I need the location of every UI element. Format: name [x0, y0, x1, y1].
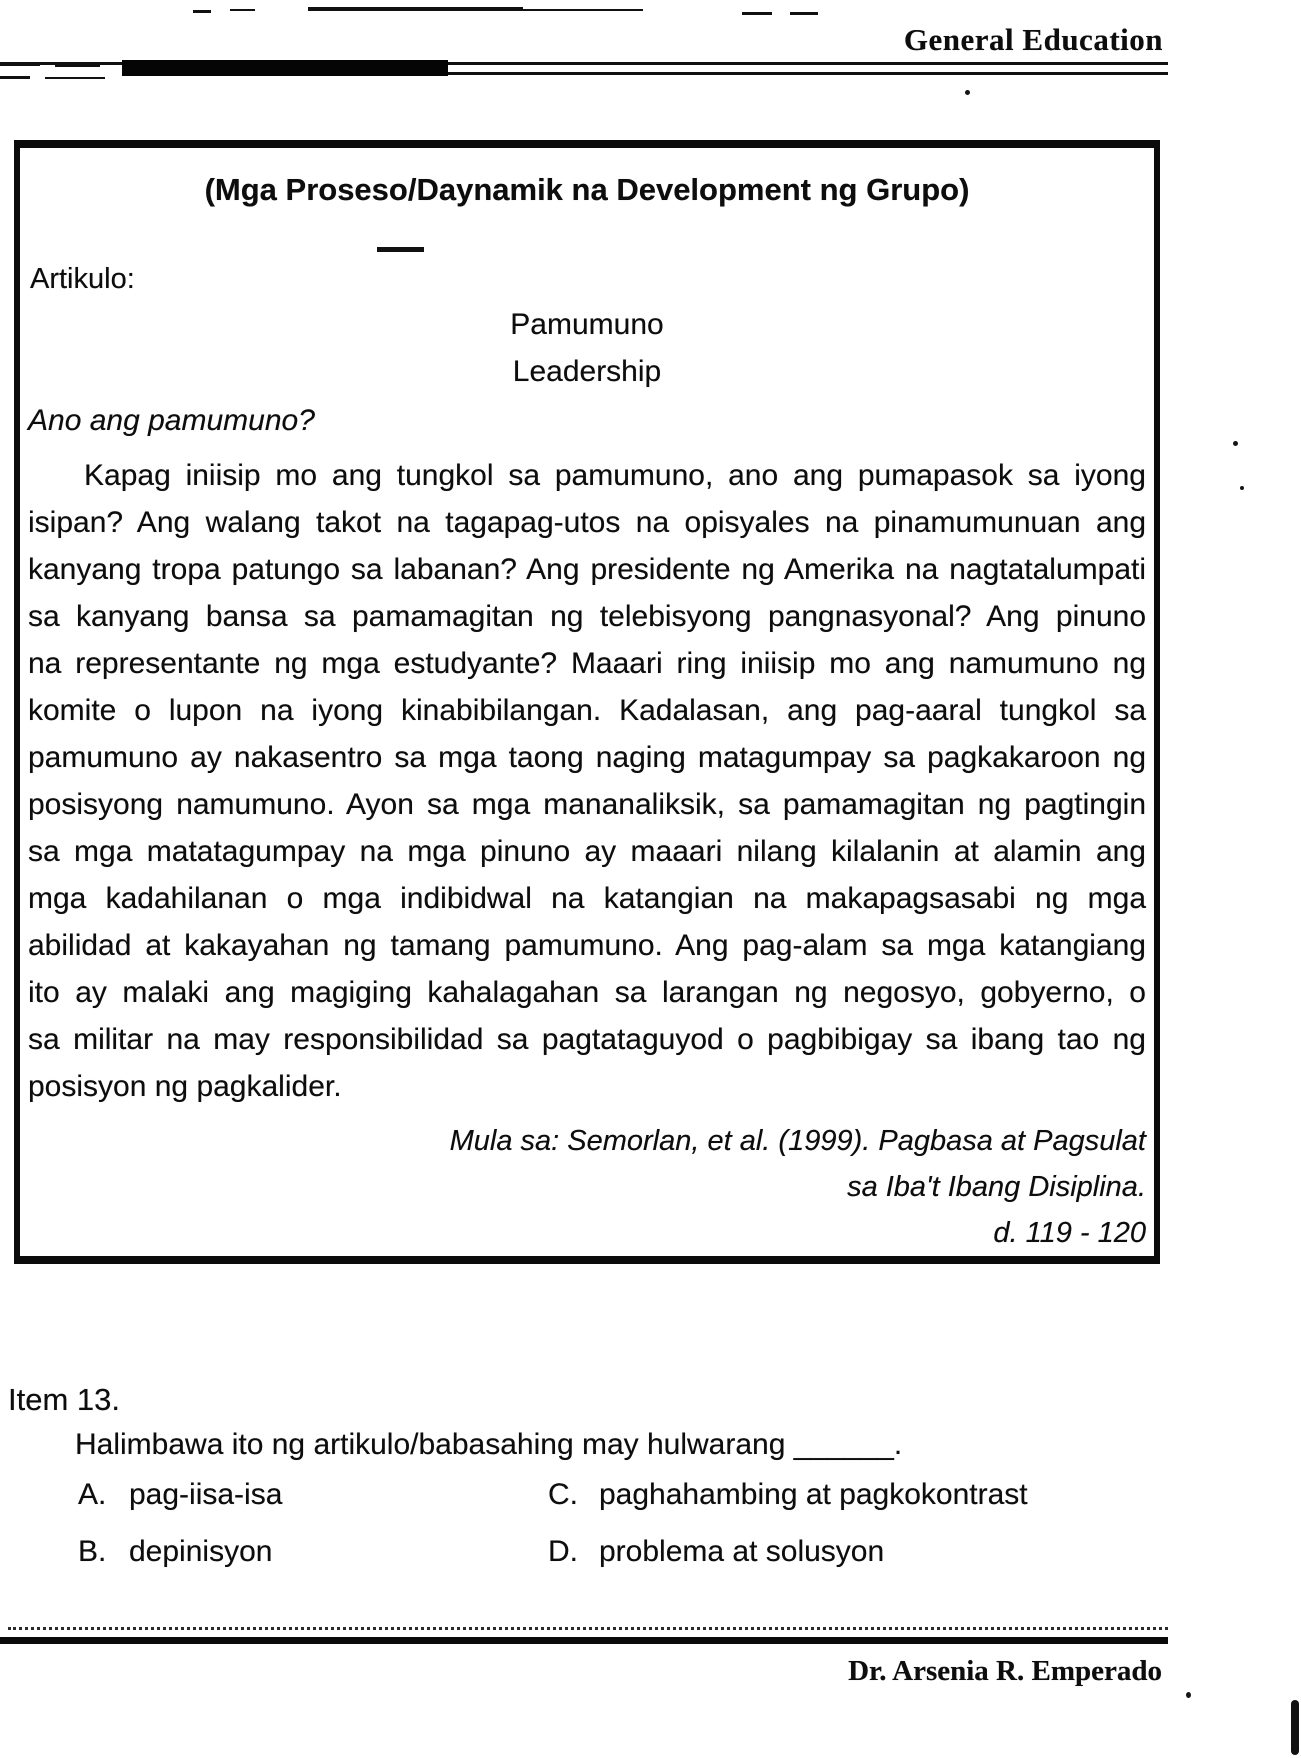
- scan-artifact: [0, 76, 30, 79]
- option-a: [78, 1478, 282, 1512]
- option-c: [548, 1478, 1028, 1512]
- text-line: posisyong namumuno. Ayon sa mga mananaliksik, sa pamamagitan ng pagtingin: [28, 788, 1146, 821]
- footer-rule-dotted: [8, 1627, 1168, 1630]
- scan-artifact: [230, 9, 255, 11]
- scan-speck: [1186, 1692, 1191, 1698]
- option-c-text: paghahambing at pagkokontrast: [599, 1478, 1028, 1511]
- text-line: sa militar na may responsibilidad sa pagtataguyod o pagbibigay sa ibang tao ng: [28, 1023, 1146, 1056]
- scan-speck: [1233, 441, 1238, 446]
- article-citation: [246, 1118, 1146, 1256]
- option-d-text: problema at solusyon: [599, 1535, 885, 1568]
- scan-artifact: [790, 12, 818, 15]
- page-footer-author: Dr. Arsenia R. Emperado: [848, 1655, 1162, 1687]
- passage-heading: (Mga Proseso/Daynamik na Development ng Grupo): [204, 172, 970, 207]
- option-d-letter: D.: [548, 1535, 578, 1568]
- article-passage-box: [14, 140, 1160, 1264]
- option-a-letter: A.: [78, 1478, 107, 1511]
- scan-speck: [1240, 486, 1244, 490]
- article-subheading: Ano ang pamumuno?: [28, 404, 315, 437]
- text-line: posisyon ng pagkalider.: [28, 1070, 342, 1103]
- footer-rule: [0, 1637, 1168, 1644]
- text-line: na representante ng mga estudyante? Maaari ring iniisip mo ang namumuno ng: [28, 647, 1146, 680]
- option-a-text: pag-iisa-isa: [129, 1478, 283, 1511]
- article-title-filipino: Pamumuno: [510, 308, 664, 341]
- text-line: kanyang tropa patungo sa labanan? Ang presidente ng Amerika na nagtatalumpati: [28, 553, 1146, 586]
- item-number-label: Item 13.: [8, 1382, 120, 1417]
- option-c-letter: C.: [548, 1478, 578, 1511]
- text-line: ito ay malaki ang magiging kahalagahan sa larangan ng negosyo, gobyerno, o: [28, 976, 1146, 1009]
- scan-artifact: [0, 63, 40, 66]
- scan-artifact-edge: [1291, 1700, 1299, 1755]
- header-rule-thick-segment: [122, 60, 448, 76]
- text-line: sa mga matatagumpay na mga pinuno ay maaari nilang kilalanin at alamin ang: [28, 835, 1146, 868]
- article-title-english: Leadership: [512, 355, 662, 388]
- artikulo-label: Artikulo:: [30, 263, 135, 295]
- scan-artifact: [193, 10, 211, 13]
- scan-artifact: [523, 9, 643, 11]
- scan-artifact: [742, 12, 772, 15]
- item-question: Halimbawa ito ng artikulo/babasahing may hulwarang ______.: [75, 1428, 903, 1461]
- header-rule-line-lower: [448, 72, 1168, 75]
- text-line: abilidad at kakayahan ng tamang pamumuno. Ang pag-alam sa mga katangiang: [28, 929, 1146, 962]
- text-line: mga kadahilanan o mga indibidwal na katangian na makapagsasabi ng mga: [28, 882, 1146, 915]
- page-header-title: General Education: [903, 22, 1163, 57]
- text-line: pamumuno ay nakasentro sa mga taong naging matagumpay sa pagkakaroon ng: [28, 741, 1146, 774]
- option-b-text: depinisyon: [129, 1535, 273, 1568]
- text-line: Kapag iniisip mo ang tungkol sa pamumuno, ano ang pumapasok sa iyong: [84, 459, 1146, 492]
- scan-artifact-dash: [377, 247, 424, 252]
- article-body: [28, 452, 1146, 1110]
- text-line: isipan? Ang walang takot na tagapag-utos na opisyales na pinamumunuan ang: [28, 506, 1146, 539]
- option-b: [78, 1535, 272, 1569]
- scan-artifact: [45, 77, 105, 79]
- text-line: sa Iba't Ibang Disiplina.: [847, 1171, 1146, 1203]
- scan-speck: [965, 90, 970, 95]
- text-line: Mula sa: Semorlan, et al. (1999). Pagbasa at Pagsulat: [449, 1125, 1146, 1157]
- option-d: [548, 1535, 884, 1569]
- scan-artifact: [308, 7, 523, 11]
- text-line: d. 119 - 120: [993, 1217, 1146, 1249]
- scan-artifact: [55, 65, 100, 67]
- text-line: komite o lupon na iyong kinabibilangan. Kadalasan, ang pag-aaral tungkol sa: [28, 694, 1146, 727]
- option-b-letter: B.: [78, 1535, 107, 1568]
- text-line: sa kanyang bansa sa pamamagitan ng telebisyong pangnasyonal? Ang pinuno: [28, 600, 1146, 633]
